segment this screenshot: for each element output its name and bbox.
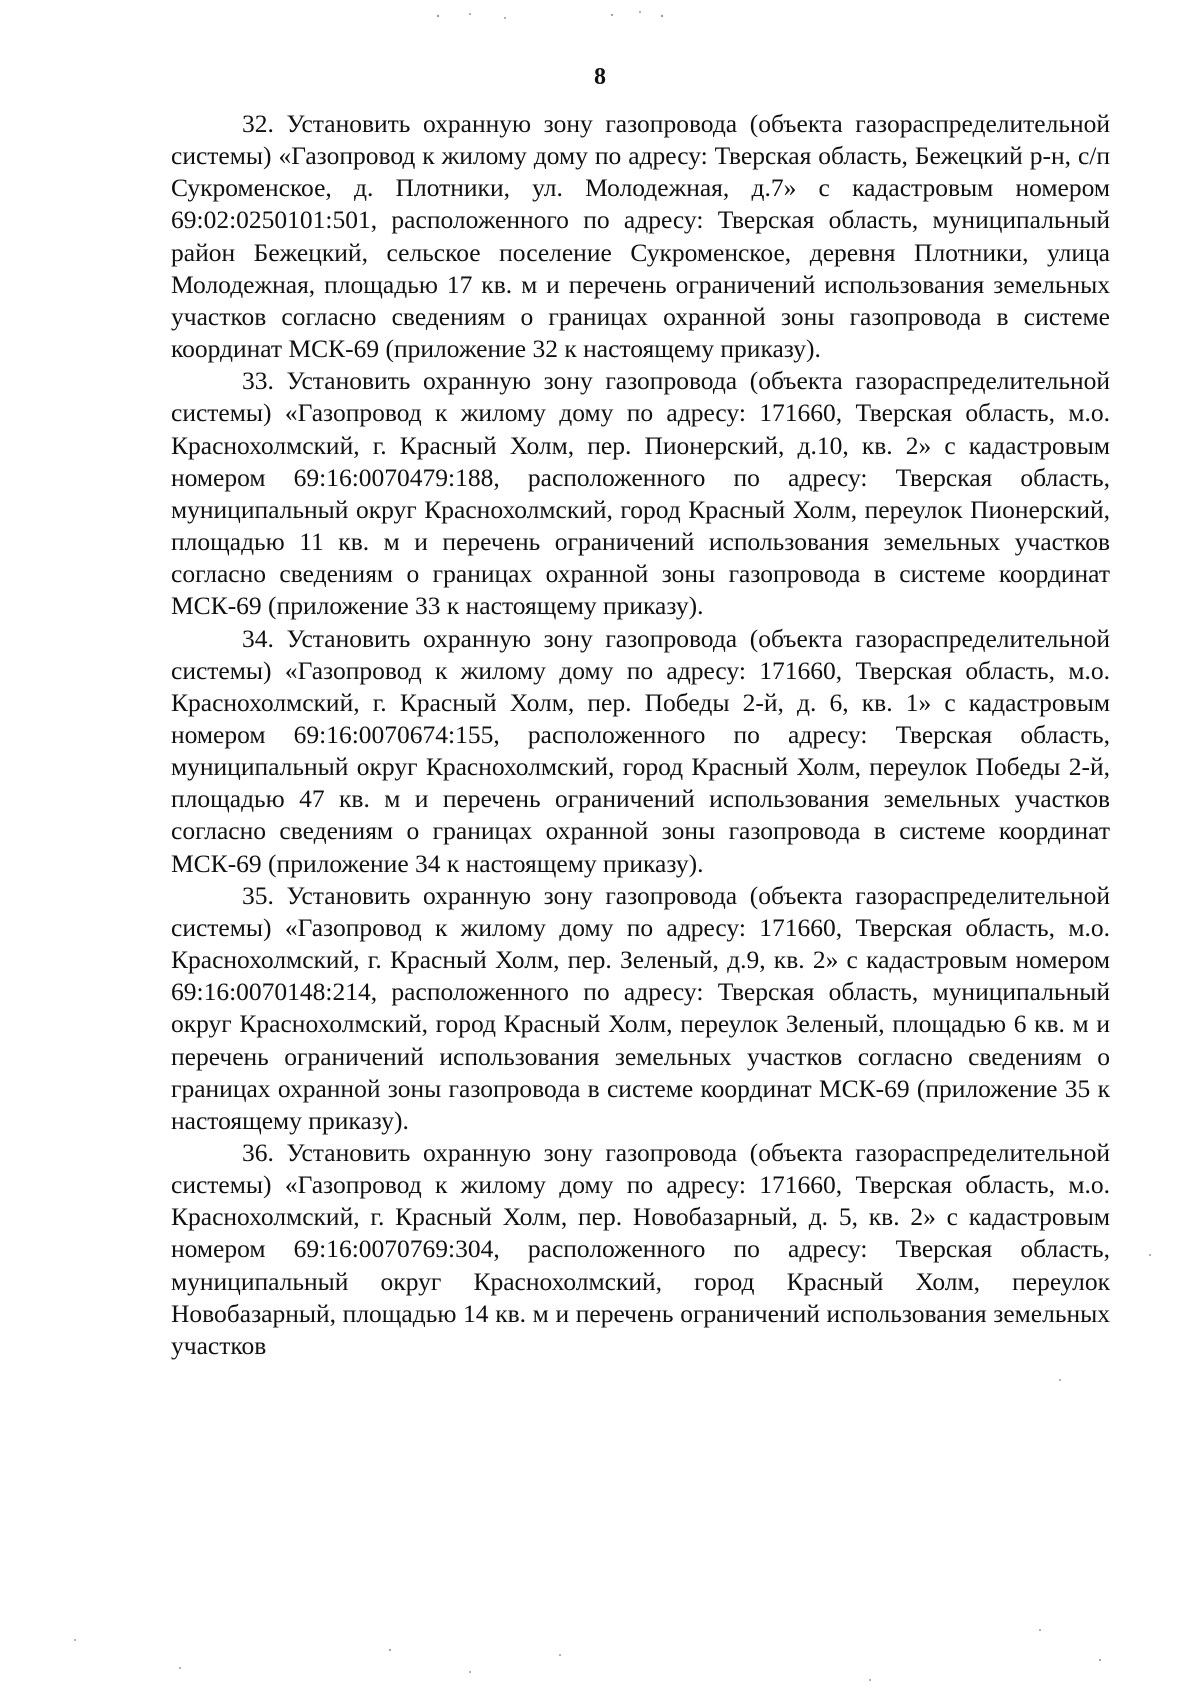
document-body: [171, 108, 1110, 1362]
paragraph-32: 32. Установить охранную зону газопровода (объекта газораспределительной системы) «Газопровод к жилому дому по адресу: Тверская область, Бежецкий р-н, с/п Сукроменское, д. Плотники, ул. Молодежная, д.7» с кадастровым номером 69:02:0250101:501, расположенного по адресу: Тверская область, муниципальный район Бежецкий, сельское поселение Сукроменское, деревня Плотники, улица Молодежная, площадью 17 кв. м и перечень ограничений использования земельных участков согласно сведениям о границах охранной зоны газопровода в системе координат МСК-69 (приложение 32 к настоящему приказу).: [171, 109, 1110, 364]
paragraph-35: 35. Установить охранную зону газопровода (объекта газораспределительной системы) «Газопровод к жилому дому по адресу: 171660, Тверская область, м.о. Краснохолмский, г. Красный Холм, пер. Зеленый, д.9, кв. 2» с кадастровым номером 69:16:0070148:214, расположенного по адресу: Тверская область, муниципальный округ Краснохолмский, город Красный Холм, переулок Зеленый, площадью 6 кв. м и перечень ограничений использования земельных участков согласно сведениям о границах охранной зоны газопровода в системе координат МСК-69 (приложение 35 к настоящему приказу).: [171, 880, 1110, 1135]
page-number: 8: [594, 64, 606, 90]
paragraph-34: 34. Установить охранную зону газопровода (объекта газораспределительной системы) «Газопровод к жилому дому по адресу: 171660, Тверская область, м.о. Краснохолмский, г. Красный Холм, пер. Победы 2-й, д. 6, кв. 1» с кадастровым номером 69:16:0070674:155, расположенного по адресу: Тверская область, муниципальный округ Краснохолмский, город Красный Холм, переулок Победы 2-й, площадью 47 кв. м и перечень ограничений использования земельных участков согласно сведениям о границах охранной зоны газопровода в системе координат МСК-69 (приложение 34 к настоящему приказу).: [171, 623, 1110, 878]
paragraph-33: 33. Установить охранную зону газопровода (объекта газораспределительной системы) «Газопровод к жилому дому по адресу: 171660, Тверская область, м.о. Краснохолмский, г. Красный Холм, пер. Пионерский, д.10, кв. 2» с кадастровым номером 69:16:0070479:188, расположенного по адресу: Тверская область, муниципальный округ Краснохолмский, город Красный Холм, переулок Пионерский, площадью 11 кв. м и перечень ограничений использования земельных участков согласно сведениям о границах охранной зоны газопровода в системе координат МСК-69 (приложение 33 к настоящему приказу).: [171, 366, 1110, 621]
paragraph-36: 36. Установить охранную зону газопровода (объекта газораспределительной системы) «Газопровод к жилому дому по адресу: 171660, Тверская область, м.о. Краснохолмский, г. Красный Холм, пер. Новобазарный, д. 5, кв. 2» с кадастровым номером 69:16:0070769:304, расположенного по адресу: Тверская область, муниципальный округ Краснохолмский, город Красный Холм, переулок Новобазарный, площадью 14 кв. м и перечень ограничений использования земельных участков: [171, 1138, 1110, 1360]
